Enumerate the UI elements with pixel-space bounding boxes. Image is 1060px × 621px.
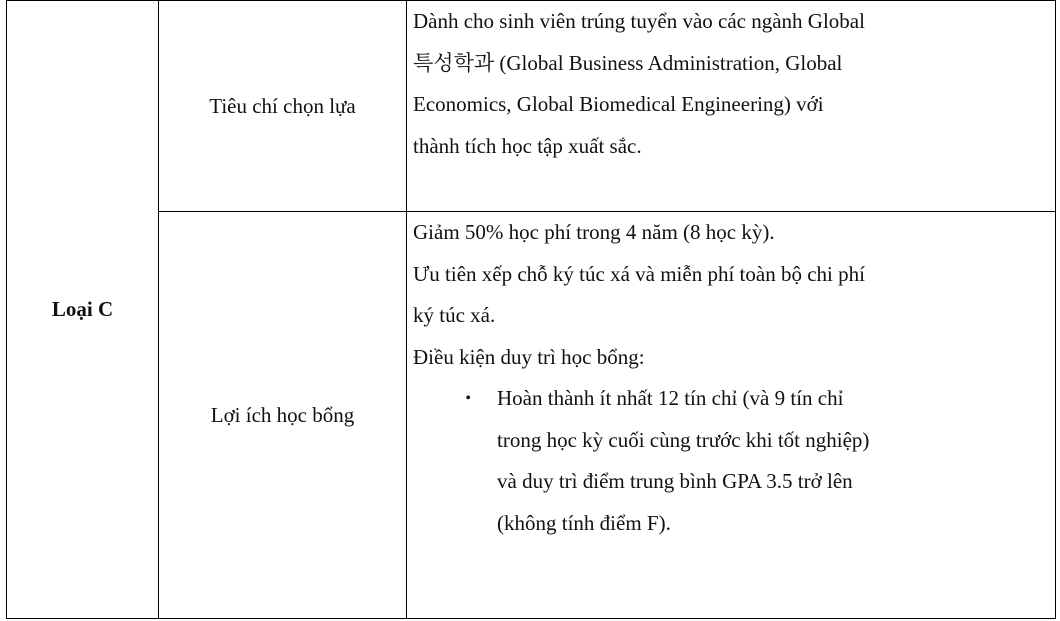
criterion-cell	[159, 212, 407, 619]
criterion-label-benefit: Lợi ích học bổng	[210, 402, 355, 427]
description-line: 특성학과 (Global Business Administration, Global	[413, 50, 843, 75]
table-row	[7, 1, 1056, 212]
description-cell	[407, 212, 1056, 619]
scholarship-table	[6, 0, 1056, 619]
description-line: ký túc xá.	[413, 303, 496, 327]
bullet-line: (không tính điểm F).	[497, 510, 671, 535]
description-line: Economics, Global Biomedical Engineering) với	[413, 92, 824, 116]
category-label: Loại C	[51, 297, 114, 321]
description-line: Ưu tiên xếp chỗ ký túc xá và miễn phí toàn bộ chi phí	[413, 261, 865, 286]
bullet-list-item	[413, 378, 1055, 544]
bullet-text	[497, 378, 1017, 544]
description-line: thành tích học tập xuất sắc.	[413, 133, 642, 158]
criterion-label-selection: Tiêu chí chọn lựa	[209, 93, 356, 118]
description-line: Giảm 50% học phí trong 4 năm (8 học kỳ).	[413, 220, 775, 244]
bullet-icon: •	[465, 390, 471, 407]
description-line: Điều kiện duy trì học bổng:	[413, 344, 645, 369]
description-line: Dành cho sinh viên trúng tuyển vào các ngành Global	[413, 9, 865, 33]
bullet-line: Hoàn thành ít nhất 12 tín chỉ (và 9 tín chỉ	[497, 386, 844, 410]
bullet-line: và duy trì điểm trung bình GPA 3.5 trở lên	[497, 469, 853, 493]
table-row	[7, 212, 1056, 619]
criterion-cell	[159, 1, 407, 212]
category-cell	[7, 1, 159, 619]
bullet-line: trong học kỳ cuối cùng trước khi tốt nghiệp)	[497, 427, 870, 452]
description-cell	[407, 1, 1056, 212]
